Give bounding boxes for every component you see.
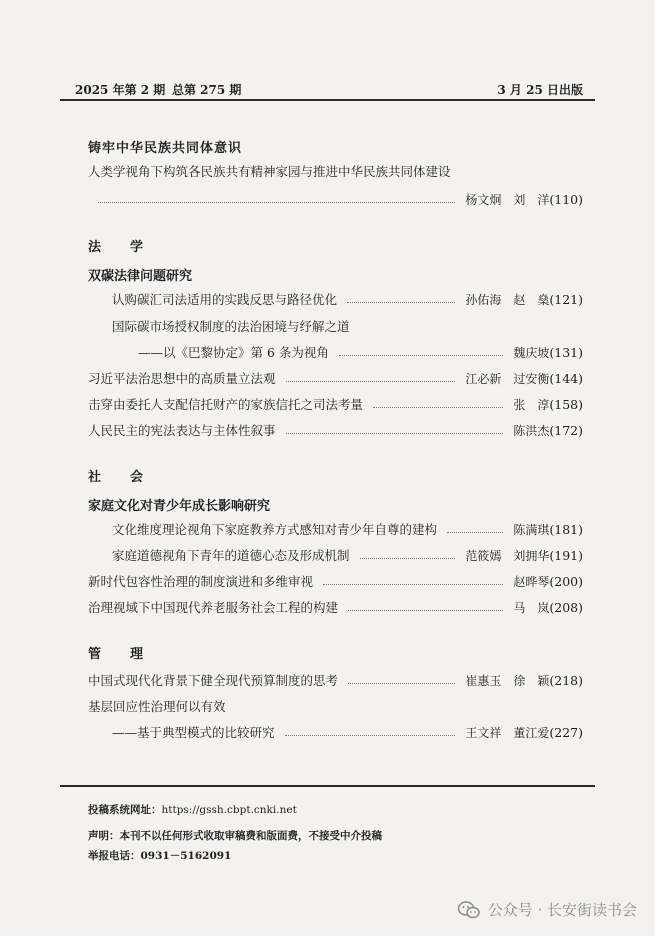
toc-entry[interactable] — [112, 723, 583, 741]
entry-title: ——基于典型模式的比较研究 — [112, 725, 275, 740]
entry-title: 击穿由委托人支配信托财产的家族信托之司法考量 — [88, 397, 364, 412]
entry-title: 新时代包容性治理的制度演进和多维审视 — [88, 574, 314, 589]
toc-entry[interactable] — [88, 598, 583, 616]
footer-rule — [60, 785, 595, 787]
entry-title: 人民民主的宪法表达与主体性叙事 — [88, 423, 276, 438]
publish-date: 3 月 25 日出版 — [497, 83, 583, 97]
toc-entry[interactable] — [88, 671, 583, 689]
entry-authors: 魏庆坡 — [513, 345, 550, 360]
entry-title: 治理视域下中国现代养老服务社会工程的构建 — [88, 600, 339, 615]
entry-page: (131) — [549, 344, 583, 360]
entry-page: (227) — [549, 724, 583, 740]
watermark-text: 公众号 · 长安街读书会 — [487, 901, 637, 919]
leader-dots — [373, 406, 503, 408]
entry-authors: 范筱嫣 刘拥华 — [465, 548, 550, 563]
entry-page: (200) — [549, 573, 583, 589]
section-title: 铸牢中华民族共同体意识 — [88, 141, 243, 156]
leader-dots — [348, 682, 455, 684]
total-issue: 总第 275 期 — [172, 83, 242, 97]
wechat-icon — [458, 901, 480, 919]
leader-dots — [447, 531, 503, 533]
toc-entry[interactable] — [112, 520, 583, 538]
entry-authors: 江必新 过安衡 — [465, 371, 550, 386]
toc-entry[interactable] — [88, 395, 583, 413]
entry-page: (191) — [549, 547, 583, 563]
entry-page: (172) — [549, 422, 583, 438]
entry-title: 习近平法治思想中的高质量立法观 — [88, 371, 276, 386]
toc-entry[interactable] — [112, 317, 583, 335]
toc-entry[interactable] — [88, 697, 583, 715]
entry-title: 基层回应性治理何以有效 — [88, 699, 226, 714]
entry-authors: 张 淳 — [513, 397, 550, 412]
statement-text: 声明：本刊不以任何形式收取审稿费和版面费，不接受中介投稿 — [88, 830, 382, 842]
leader-dots — [323, 583, 503, 585]
submit-label: 投稿系统网址： — [88, 804, 162, 816]
section-title: 法 学 — [88, 240, 152, 255]
toc-entry[interactable] — [88, 369, 583, 387]
leader-dots — [348, 609, 503, 611]
leader-dots — [347, 301, 455, 303]
toc-entry[interactable] — [88, 572, 583, 590]
leader-dots — [286, 380, 456, 382]
report-phone: 举报电话：0931－5162091 — [88, 850, 232, 862]
entry-authors: 陈满琪 — [513, 522, 550, 537]
entry-page: (218) — [549, 672, 583, 688]
leader-dots — [98, 201, 455, 203]
leader-dots — [286, 432, 504, 434]
entry-title: 国际碳市场授权制度的法治困境与纾解之道 — [112, 319, 350, 334]
toc-entry[interactable] — [88, 162, 583, 180]
entry-page: (181) — [549, 521, 583, 537]
toc-entry[interactable] — [88, 421, 583, 439]
submit-url[interactable]: https://gssh.cbpt.cnki.net — [161, 804, 297, 816]
header-rule — [60, 99, 595, 101]
issue-number: 2025 年第 2 期 — [75, 83, 166, 97]
entry-authors: 王文祥 董江爱 — [465, 725, 550, 740]
entry-authors: 杨文炯 刘 洋 — [465, 192, 550, 207]
entry-authors: 陈洪杰 — [513, 423, 550, 438]
entry-page: (208) — [549, 599, 583, 615]
entry-authors: 赵晔琴 — [513, 574, 550, 589]
entry-authors: 马 岚 — [513, 600, 550, 615]
subsection-title: 双碳法律问题研究 — [88, 269, 193, 284]
entry-title: ——以《巴黎协定》第 6 条为视角 — [138, 345, 329, 360]
entry-title: 家庭道德视角下青年的道德心态及形成机制 — [112, 548, 350, 563]
submit-line — [88, 802, 297, 817]
entry-title: 认购碳汇司法适用的实践反思与路径优化 — [112, 292, 338, 307]
leader-dots — [339, 354, 503, 356]
entry-page: (110) — [549, 191, 583, 207]
watermark — [458, 899, 637, 920]
entry-title: 人类学视角下构筑各民族共有精神家园与推进中华民族共同体建设 — [88, 164, 451, 179]
entry-page: (144) — [549, 370, 583, 386]
entry-title: 文化维度理论视角下家庭教养方式感知对青少年自尊的建构 — [112, 522, 438, 537]
toc-entry[interactable] — [112, 546, 583, 564]
toc-entry[interactable] — [88, 190, 583, 208]
section-title: 社 会 — [88, 470, 152, 485]
leader-dots — [285, 734, 456, 736]
entry-title: 中国式现代化背景下健全现代预算制度的思考 — [88, 673, 339, 688]
toc-entry[interactable] — [138, 343, 583, 361]
subsection-title: 家庭文化对青少年成长影响研究 — [88, 499, 271, 514]
entry-page: (121) — [549, 291, 583, 307]
entry-page: (158) — [549, 396, 583, 412]
entry-authors: 崔惠玉 徐 颖 — [465, 673, 550, 688]
leader-dots — [360, 557, 456, 559]
entry-authors: 孙佑海 赵 燊 — [465, 292, 550, 307]
section-title: 管 理 — [88, 647, 152, 662]
toc-entry[interactable] — [112, 290, 583, 308]
